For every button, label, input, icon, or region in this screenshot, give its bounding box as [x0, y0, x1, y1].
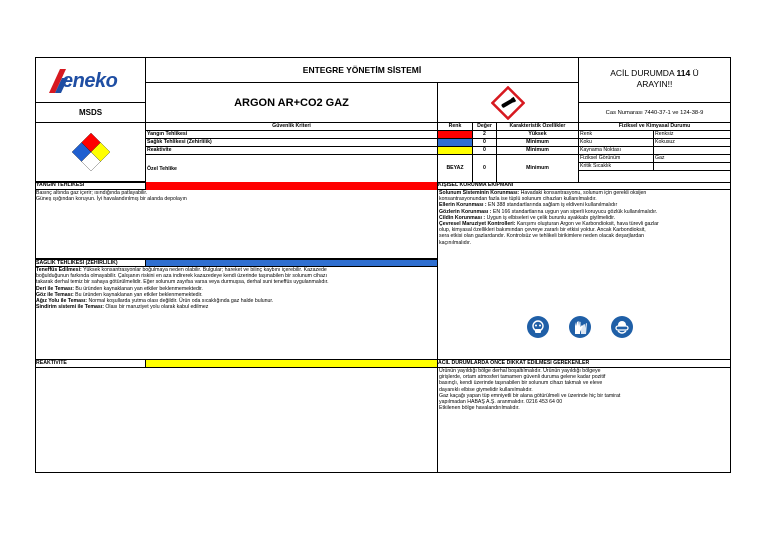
goggles-icon	[611, 316, 633, 338]
hazard-characteristic: Minimum	[496, 138, 579, 147]
logo	[46, 66, 141, 96]
ppe-text: Uygun iş elbiseleri ve çelik burunlu ayakkabı giyilmelidir.	[485, 214, 616, 221]
health-label: Ağız Yolu ile Teması:	[36, 298, 88, 305]
hazard-diamond-icon	[71, 132, 111, 172]
ppe-text: konsantrasyonundan fazla ise tüplü solunum cihazları kullanılmalıdır.	[439, 196, 597, 203]
gloves-icon	[569, 316, 591, 338]
health-label: Deri ile Teması:	[36, 285, 74, 292]
hazard-color-text: BEYAZ	[437, 154, 473, 183]
physical-key: Fiziksel Görünüm	[578, 154, 654, 163]
characteristic-header: Karakteristik Özellikler	[496, 122, 579, 131]
health-top-rule	[35, 258, 438, 259]
product-title-cell	[145, 82, 438, 123]
ppe-label: Gözlerin Korunması :	[439, 208, 492, 215]
hazard-characteristic: Minimum	[496, 146, 579, 155]
emergency-line: Etkilenen bölge havalandırılmalıdır.	[439, 405, 520, 412]
physical-title: Fiziksel ve Kimyasal Durumu	[578, 122, 731, 131]
hazard-diamond-cell	[35, 122, 146, 182]
ppe-text	[439, 190, 730, 246]
emergency-call-text: ACİL DURUMDA 114 Ü ARAYIN!!	[610, 68, 699, 89]
system-title: ENTEGRE YÖNETİM SİSTEMİ	[302, 65, 422, 75]
health-text: Normal koşullarda yutma olası değildir. Ürün oda sıcaklığında gaz halde bulunur.	[87, 298, 274, 305]
color-header: Renk	[437, 122, 473, 131]
doc-type-cell	[35, 102, 146, 123]
criteria-header: Güvenlik Kriteri	[145, 122, 438, 131]
logo-cell	[35, 57, 146, 103]
physical-value: Renksiz	[653, 130, 731, 139]
physical-key: Kritik Sıcaklık	[578, 162, 654, 171]
ppe-text: Havadaki konsantrasyonu, solunum için gerekli oksijen	[519, 190, 647, 196]
physical-key: Renk	[578, 130, 654, 139]
fire-line: Güneş ışığından koruyun. İyi havalandırılmış bir alanda depolayın	[36, 196, 187, 203]
ppe-text: sera etkisi olan gazlardandır. Kontrolsüz ve tehlikeli birikimlere neden olacak deşarjlardan	[439, 233, 645, 240]
ppe-text: kaçınılmalıdır.	[439, 239, 472, 246]
gas-cylinder-pictogram-icon	[491, 86, 525, 120]
emergency-section-title: ACİL DURUMLARDA ÖNCE DİKKAT EDİLMESİ GEREKENLER	[438, 360, 730, 368]
emergency-line: basınçlı, kendi üzerinde taşınabilen bir solunum cihazı takmalı ve eleve	[439, 380, 603, 387]
ppe-label: Cildin Korunması :	[439, 214, 486, 221]
health-text: Olası bir maruziyet yolu olarak kabul edilmez	[103, 304, 209, 311]
health-text: Bu üründen kaynaklanan yan etkiler beklenmemektedir.	[73, 291, 203, 298]
reactivity-color-bar	[145, 360, 437, 368]
vertical-divider	[437, 182, 438, 473]
health-text: boğulduğunun farkında olmayabilir. Çalışanın riskini en aza indirerek kazazedeye kendi üzerinde taşınabilen bir solunum cihazı	[36, 273, 327, 280]
ppe-text: EN 166 standartlarına uygun yan siperli koruyucu gözlük kullanılmalıdır.	[491, 208, 658, 215]
health-color-bar	[145, 259, 437, 267]
hazard-value: 0	[472, 138, 497, 147]
ppe-text: olup, kimyasal özellikleri bakımından çevreye zararlı bir etkisi yoktur. Ancak Karbondioksit,	[439, 227, 646, 234]
health-text: takarak derhal temiz bir sahaya götürülmelidir. Eğer solunum zayıfsa varsa veya durmuşsa, derhal suni teneffüs uygulanmalıdır.	[36, 279, 329, 286]
emergency-line: yapılmadan HABAŞ A.Ş. aranmalıdır. 0216 453 64 00	[439, 399, 563, 406]
health-label: Teneffüs Edilmesi:	[36, 267, 82, 273]
hazard-value: 0	[472, 154, 497, 183]
cas-cell	[578, 102, 731, 123]
hazard-label: Sağlık Tehlikesi (Zehirlilik)	[145, 138, 438, 147]
hazard-label: Reaktivite	[145, 146, 438, 155]
emergency-line: girişlerde, ortam atmosferi tamamen güvenli duruma gelene kadar pozitif	[439, 374, 606, 381]
logo-text: eneko	[62, 70, 118, 92]
product-title: ARGON AR+CO2 GAZ	[234, 96, 349, 109]
health-section-title: SAĞLIK TEHLİKESİ (ZEHİRLİLİK)	[36, 259, 146, 267]
hazard-characteristic: Minimum	[496, 154, 579, 183]
hazard-label: Özel Tehlike	[145, 154, 438, 183]
emergency-line: Gaz kaçağı yapan tüp emniyetli bir alana götürülmeli ve üzerinde hiç bir tamirat	[439, 392, 621, 399]
fire-section-title: YANGIN TEHLİKESİ	[36, 182, 146, 190]
fire-line: Basınç altında gaz içerir; ısındığında patlayabilir.	[36, 190, 148, 196]
health-text: Bu üründen kaynaklanan yan etkiler beklenmemektedir.	[73, 285, 203, 292]
emergency-line: dayanıklı elbise giymelidir kullanılmalıdır.	[439, 386, 533, 393]
physical-key: Koku	[578, 138, 654, 147]
ppe-line	[439, 240, 730, 246]
physical-value: Kokusuz	[653, 138, 731, 147]
cas-numbers: Cas Numarası 7440-37-1 ve 124-38-9	[605, 109, 704, 116]
hazard-value: 2	[472, 130, 497, 139]
hazard-value: 0	[472, 146, 497, 155]
ppe-section-title: KİŞİSEL KORUNMA EKİPMANI	[438, 182, 730, 190]
ppe-label: Ellerin Korunması :	[439, 202, 487, 209]
doc-type: MSDS	[78, 108, 103, 117]
physical-value: Gaz	[653, 154, 731, 163]
health-label: Göz ile Teması:	[36, 291, 74, 298]
face-mask-icon	[527, 316, 549, 338]
health-text: Yüksek konsantrasyonlar boğulmaya neden olabilir. Bulgular; hareket ve bilinç kaybını içerebilir. Kazazede	[81, 267, 327, 273]
ppe-text: EN 388 standartlarında sağlam iş eldiveni kullanılmalıdır	[486, 202, 618, 209]
emergency-contact-cell	[578, 57, 731, 103]
value-header: Değer	[472, 122, 497, 131]
fire-color-bar	[145, 182, 437, 190]
hazard-characteristic: Yüksek	[496, 130, 579, 139]
health-label: Sindirim sistemi ile Teması:	[36, 304, 104, 311]
ppe-text: Karışımı oluşturan Argon ve Karbondioksit, hava türevli gazlar	[515, 221, 659, 228]
emergency-line: Ürünün yayıldığı bölge derhal boşaltılmalıdır. Ürünün yayıldığı bölgeye	[439, 368, 601, 374]
health-line	[36, 304, 436, 310]
ppe-label: Solunum Sisteminin Korunması:	[439, 190, 520, 196]
ppe-label: Çevresel Maruziyet Kontrolleri:	[439, 221, 516, 228]
hazard-label: Yangın Tehlikesi	[145, 130, 438, 139]
physical-key: Kaynama Noktası	[578, 146, 654, 155]
health-text	[36, 267, 436, 310]
reactivity-section-title: REAKTİVİTE	[36, 360, 146, 368]
pictogram-cell	[437, 82, 579, 123]
emergency-text	[439, 368, 730, 411]
fire-text	[36, 190, 436, 202]
system-title-cell	[145, 57, 579, 83]
